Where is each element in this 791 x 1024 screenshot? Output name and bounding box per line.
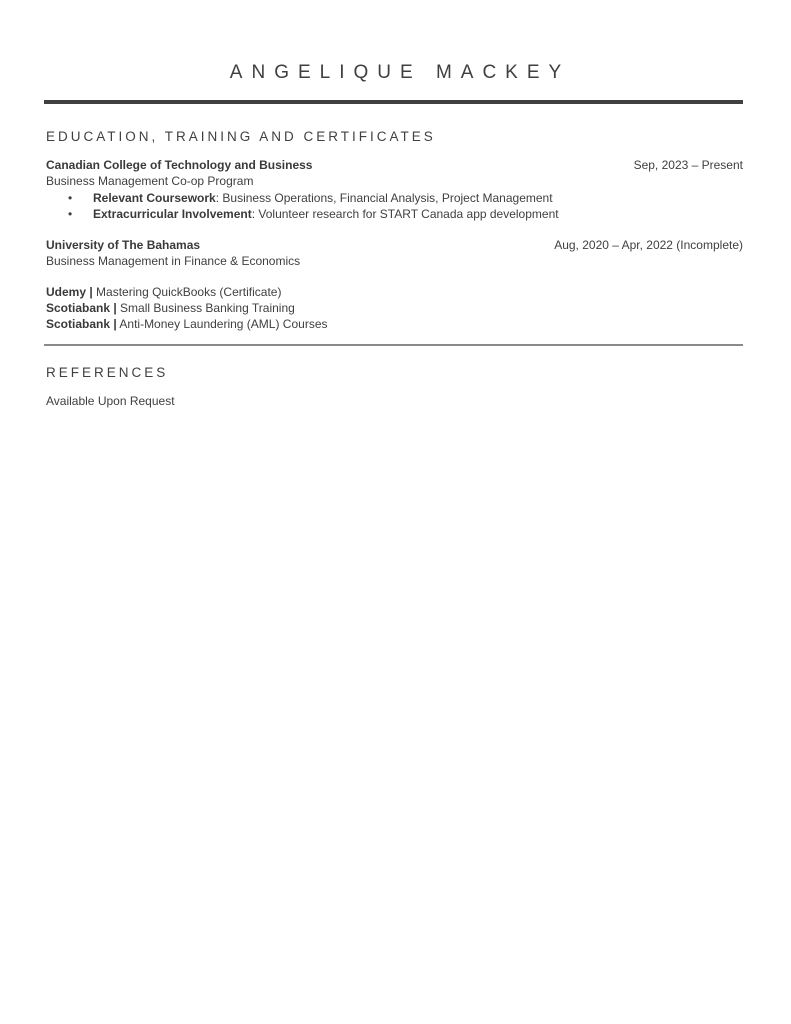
bullet-coursework: [93, 190, 553, 206]
bullet-label: Relevant Coursework: [93, 191, 216, 205]
certificate-issuer: Udemy |: [46, 285, 93, 299]
bullet-marker: •: [68, 191, 73, 205]
certificate-item: [46, 300, 295, 316]
bullet-extracurricular: [93, 206, 559, 222]
certificate-issuer: Scotiabank |: [46, 301, 117, 315]
school-name-1: Canadian College of Technology and Business: [46, 158, 313, 172]
bullet-label: Extracurricular Involvement: [93, 207, 252, 221]
certificate-item: [46, 316, 328, 332]
certificate-name: Small Business Banking Training: [116, 301, 295, 315]
bullet-marker: •: [68, 207, 73, 221]
certificate-issuer: Scotiabank |: [46, 317, 117, 331]
school-dates-2: Aug, 2020 – Apr, 2022 (Incomplete): [554, 238, 743, 252]
candidate-name: ANGELIQUE MACKEY: [229, 62, 571, 83]
certificate-name: Mastering QuickBooks (Certificate): [92, 285, 282, 299]
certificate-name: Anti-Money Laundering (AML) Courses: [116, 317, 328, 331]
certificate-item: [46, 284, 281, 300]
bullet-detail: : Volunteer research for START Canada app development: [251, 207, 559, 221]
education-section-title: EDUCATION, TRAINING AND CERTIFICATES: [46, 129, 436, 144]
references-section-title: REFERENCES: [46, 365, 169, 380]
school-dates-1: Sep, 2023 – Present: [633, 158, 743, 172]
program-name-2: Business Management in Finance & Economics: [46, 254, 301, 268]
references-text: Available Upon Request: [46, 394, 175, 408]
bullet-detail: : Business Operations, Financial Analysis, Project Management: [215, 191, 553, 205]
school-name-2: University of The Bahamas: [46, 238, 201, 252]
header-divider: [44, 100, 743, 104]
section-divider: [44, 344, 743, 346]
program-name-1: Business Management Co-op Program: [46, 174, 254, 188]
